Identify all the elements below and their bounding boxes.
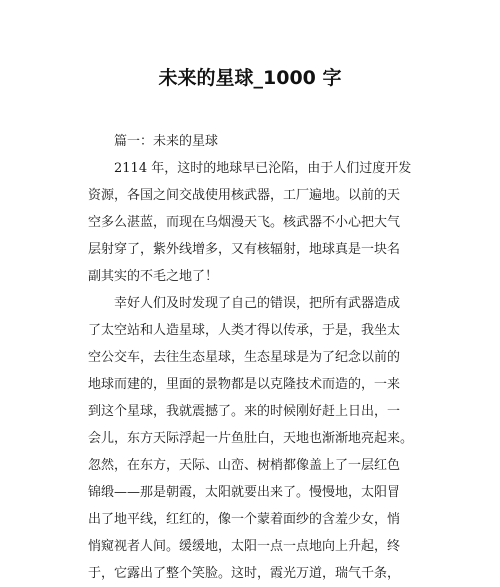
- text-line: 空公交车，去往生态星球，生态星球是为了纪念以前的: [88, 350, 401, 365]
- text-line: 副其实的不毛之地了！: [88, 269, 219, 284]
- text-line: 忽然，在东方，天际、山峦、树梢都像盖上了一层红色: [88, 458, 401, 473]
- text-line: 锦缎——那是朝霞，太阳就要出来了。慢慢地，太阳冒: [88, 485, 401, 500]
- paragraph-2: [88, 290, 418, 587]
- document-title: 未来的星球_1000 字: [158, 67, 342, 89]
- text-line: 幸好人们及时发现了自己的错误，把所有武器造成: [114, 296, 401, 311]
- text-line: 层射穿了，紫外线增多，又有核辐射，地球真是一块名: [88, 242, 401, 257]
- text-line: 悄窥视者人间。缓缓地，太阳一点一点地向上升起，终: [88, 539, 401, 554]
- text-line: 会儿，东方天际浮起一片鱼肚白，天地也渐渐地亮起来。: [88, 431, 414, 446]
- text-line: 地球而建的，里面的景物都是以克隆技术而造的，一来: [88, 377, 401, 392]
- text-line: 到这个星球，我就震撼了。来的时候刚好赶上日出，一: [88, 404, 401, 419]
- text-line: 了太空站和人造星球，人类才得以传承，于是，我坐太: [88, 323, 401, 338]
- text-line: 空多么湛蓝，而现在乌烟漫天飞。核武器不小心把大气: [88, 215, 401, 230]
- paragraph-1: [88, 155, 418, 290]
- section-heading: 篇一：未来的星球: [114, 134, 219, 149]
- text-line: 资源，各国之间交战使用核武器，工厂遍地。以前的天: [88, 188, 401, 203]
- text-line: 2114 年，这时的地球早已沦陷，由于人们过度开发: [114, 161, 412, 176]
- text-line: 出了地平线，红红的，像一个蒙着面纱的含羞少女，悄: [88, 512, 401, 527]
- text-line: 于，它露出了整个笑脸。这时，霞光万道，瑞气千条，: [88, 566, 401, 581]
- document-body: [88, 128, 418, 587]
